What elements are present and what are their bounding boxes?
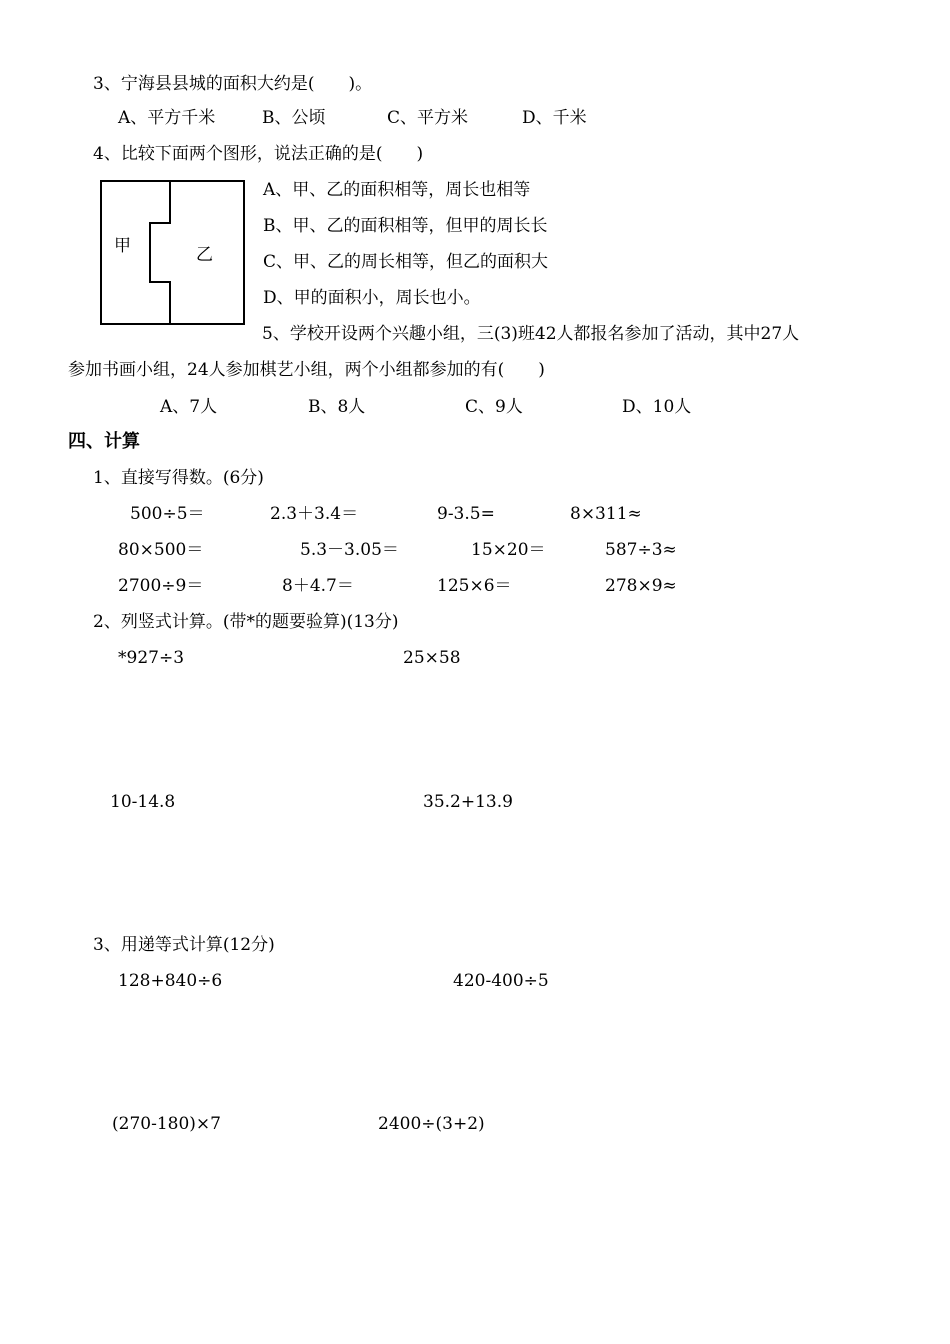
p2-item-3: 10-14.8 xyxy=(110,792,176,812)
p3-item-1: 128+840÷6 xyxy=(118,971,223,991)
q3-text: 3、宁海县县城的面积大约是( )。 xyxy=(93,74,373,94)
p1-r2-c2: 5.3－3.05＝ xyxy=(300,540,399,560)
p1-r3-c3: 125×6＝ xyxy=(437,576,512,596)
p2-item-4: 35.2+13.9 xyxy=(423,792,513,812)
p3-item-4: 2400÷(3+2) xyxy=(378,1114,485,1134)
q5-option-a: A、7人 xyxy=(160,397,218,417)
q5-option-c: C、9人 xyxy=(465,397,523,417)
p2-item-2: 25×58 xyxy=(403,648,461,668)
q5-option-d: D、10人 xyxy=(622,397,692,417)
p3-item-3: (270-180)×7 xyxy=(112,1114,221,1134)
q3-option-d: D、千米 xyxy=(522,108,587,128)
q3-option-a: A、平方千米 xyxy=(118,108,216,128)
q3-option-b: B、公顷 xyxy=(262,108,326,128)
p1-r2-c3: 15×20＝ xyxy=(471,540,546,560)
p1-r3-c1: 2700÷9＝ xyxy=(118,576,204,596)
part1-title: 1、直接写得数。(6分) xyxy=(93,468,264,488)
p2-item-1: *927÷3 xyxy=(118,648,185,668)
q4-option-a: A、甲、乙的面积相等，周长也相等 xyxy=(263,180,531,200)
q4-option-c: C、甲、乙的周长相等，但乙的面积大 xyxy=(263,252,549,272)
p1-r2-c4: 587÷3≈ xyxy=(605,540,677,560)
p1-r3-c4: 278×9≈ xyxy=(605,576,677,596)
p1-r1-c4: 8×311≈ xyxy=(570,504,642,524)
p1-r1-c1: 500÷5＝ xyxy=(130,504,205,524)
section4-title: 四、计算 xyxy=(68,431,140,452)
p1-r1-c3: 9-3.5= xyxy=(437,504,495,524)
part3-title: 3、用递等式计算(12分) xyxy=(93,935,275,955)
q5-text-line1: 5、学校开设两个兴趣小组，三(3)班42人都报名参加了活动，其中27人 xyxy=(262,324,800,344)
figure-label-yi: 乙 xyxy=(196,245,213,265)
figure-label-jia: 甲 xyxy=(114,236,131,256)
q3-option-c: C、平方米 xyxy=(387,108,469,128)
p1-r3-c2: 8＋4.7＝ xyxy=(282,576,354,596)
q5-text-line2: 参加书画小组，24人参加棋艺小组，两个小组都参加的有( ) xyxy=(68,360,545,380)
q4-figure xyxy=(100,180,246,326)
q4-text: 4、比较下面两个图形，说法正确的是( ) xyxy=(93,144,424,164)
p3-item-2: 420-400÷5 xyxy=(453,971,549,991)
q4-option-d: D、甲的面积小，周长也小。 xyxy=(263,288,481,308)
p1-r1-c2: 2.3＋3.4＝ xyxy=(270,504,359,524)
part2-title: 2、列竖式计算。(带*的题要验算)(13分) xyxy=(93,612,399,632)
p1-r2-c1: 80×500＝ xyxy=(118,540,204,560)
q5-option-b: B、8人 xyxy=(308,397,366,417)
figure-divider-line xyxy=(150,181,170,324)
q4-option-b: B、甲、乙的面积相等，但甲的周长长 xyxy=(263,216,548,236)
